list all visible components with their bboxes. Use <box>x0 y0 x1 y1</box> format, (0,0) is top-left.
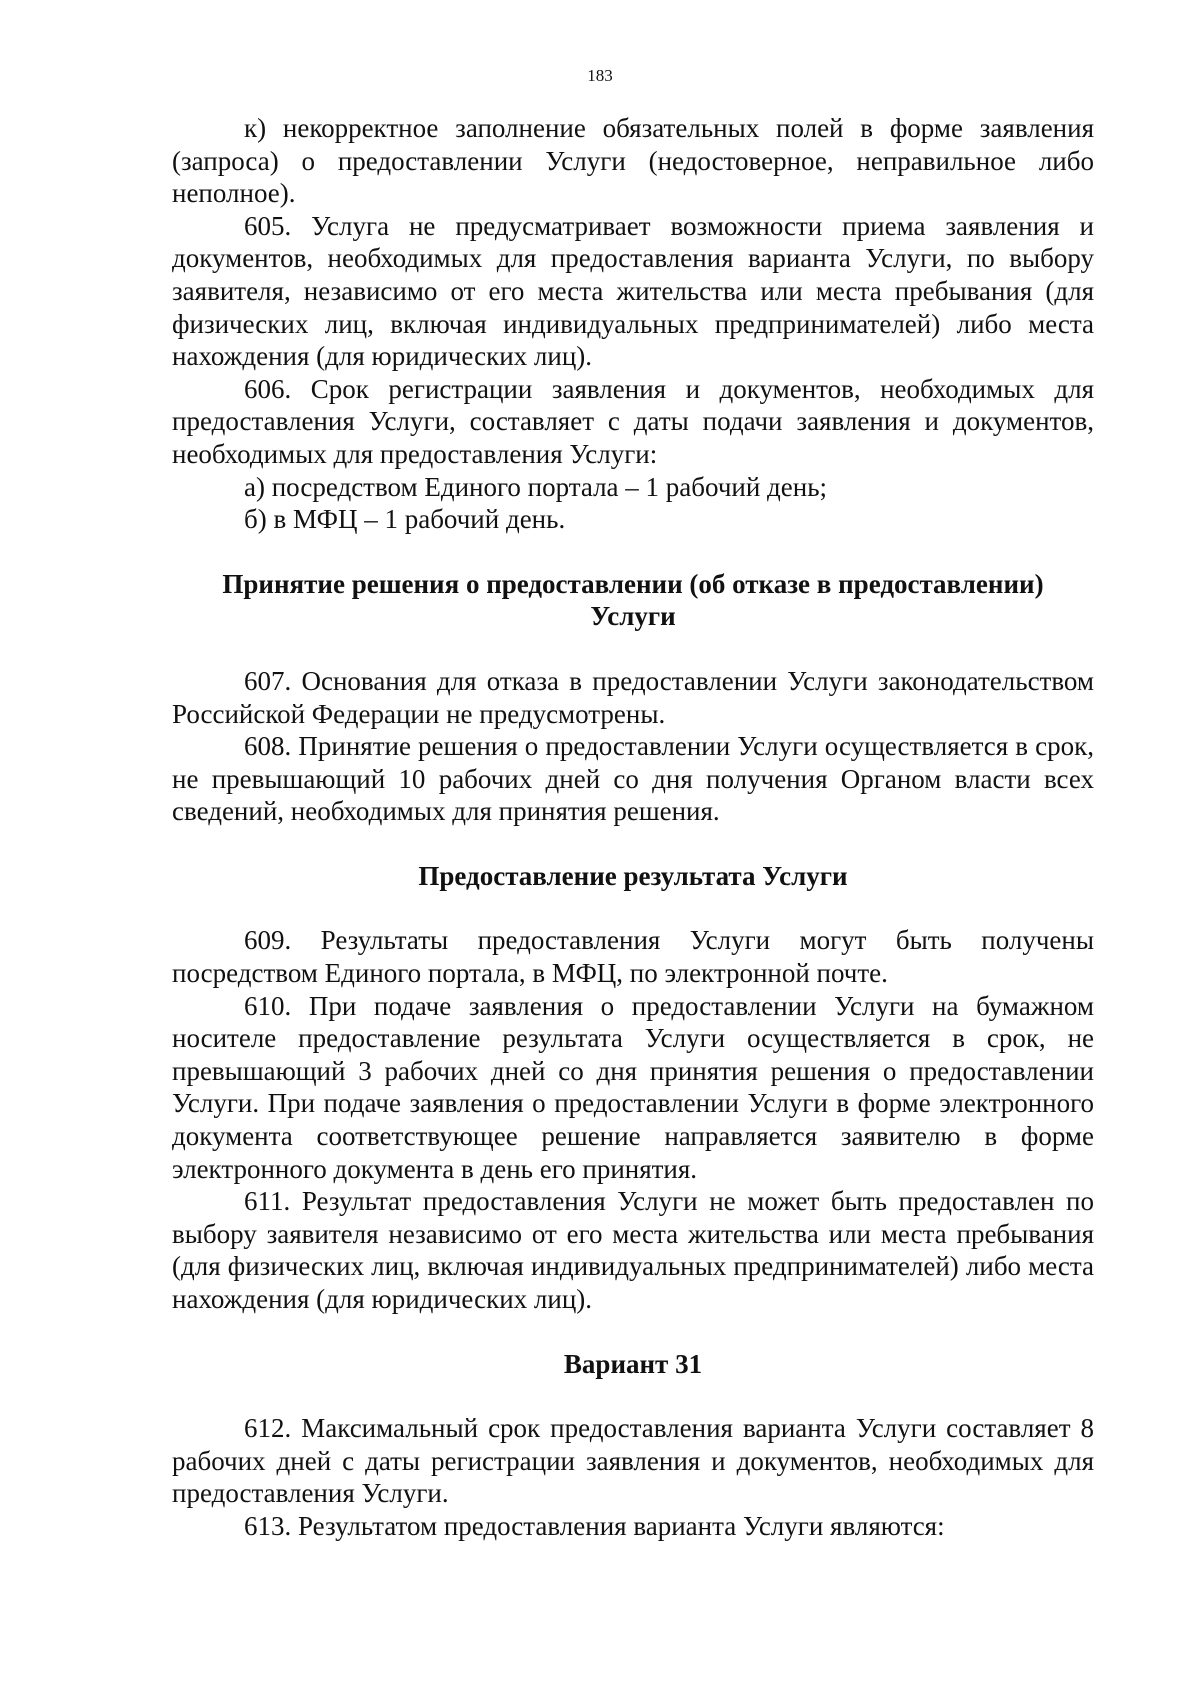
paragraph-612: 612. Максимальный срок предоставления варианта Услуги составляет 8 рабочих дней с даты регистрации заявления и документов, необходимых для предоставления Услуги. <box>172 1413 1094 1509</box>
paragraph-606: 606. Срок регистрации заявления и документов, необходимых для предоставления Услуги, составляет с даты подачи заявления и документов, необходимых для предоставления Услуги: <box>172 373 1094 469</box>
paragraph-610: 610. При подаче заявления о предоставлении Услуги на бумажном носителе предоставление результата Услуги осуществляется в срок, не превышающий 3 рабочих дней со дня принятия решения о предоставлении Услуги. При подаче заявления о предоставлении Услуги в форме электронного документа соответствующее решение направляется заявителю в форме электронного документа в день его принятия. <box>172 990 1094 1184</box>
paragraph-item-k: к) некорректное заполнение обязательных полей в форме заявления (запроса) о предоставлении Услуги (недостоверное, неправильное либо неполное). <box>172 113 1094 209</box>
paragraph-609: 609. Результаты предоставления Услуги могут быть получены посредством Единого портала, в МФЦ, по электронной почте. <box>172 925 1094 989</box>
page-number: 183 <box>587 66 613 85</box>
document-body <box>172 112 1094 1543</box>
paragraph-605: 605. Услуга не предусматривает возможности приема заявления и документов, необходимых для предоставления варианта Услуги, по выбору заявителя, независимо от его места жительства или места пребывания (для физических лиц, включая индивидуальных предпринимателей) либо места нахождения (для юридических лиц). <box>172 210 1094 372</box>
section-heading-result: Предоставление результата Услуги <box>418 860 848 891</box>
paragraph-606-item-b: б) в МФЦ – 1 рабочий день. <box>244 504 566 535</box>
paragraph-606-item-a: а) посредством Единого портала – 1 рабочий день; <box>244 471 828 502</box>
paragraph-608: 608. Принятие решения о предоставлении Услуги осуществляется в срок, не превышающий 10 рабочих дней со дня получения Органом власти всех сведений, необходимых для принятия решения. <box>172 731 1094 827</box>
paragraph-607: 607. Основания для отказа в предоставлении Услуги законодательством Российской Федерации не предусмотрены. <box>172 665 1094 729</box>
paragraph-611: 611. Результат предоставления Услуги не может быть предоставлен по выбору заявителя независимо от его места жительства или места пребывания (для физических лиц, включая индивидуальных предпринимателей) либо места нахождения (для юридических лиц). <box>172 1186 1094 1314</box>
section-heading-decision: Принятие решения о предоставлении (об отказе в предоставлении) Услуги <box>222 568 1044 632</box>
paragraph-613: 613. Результатом предоставления варианта Услуги являются: <box>244 1510 945 1541</box>
section-heading-variant-31: Вариант 31 <box>563 1348 703 1379</box>
